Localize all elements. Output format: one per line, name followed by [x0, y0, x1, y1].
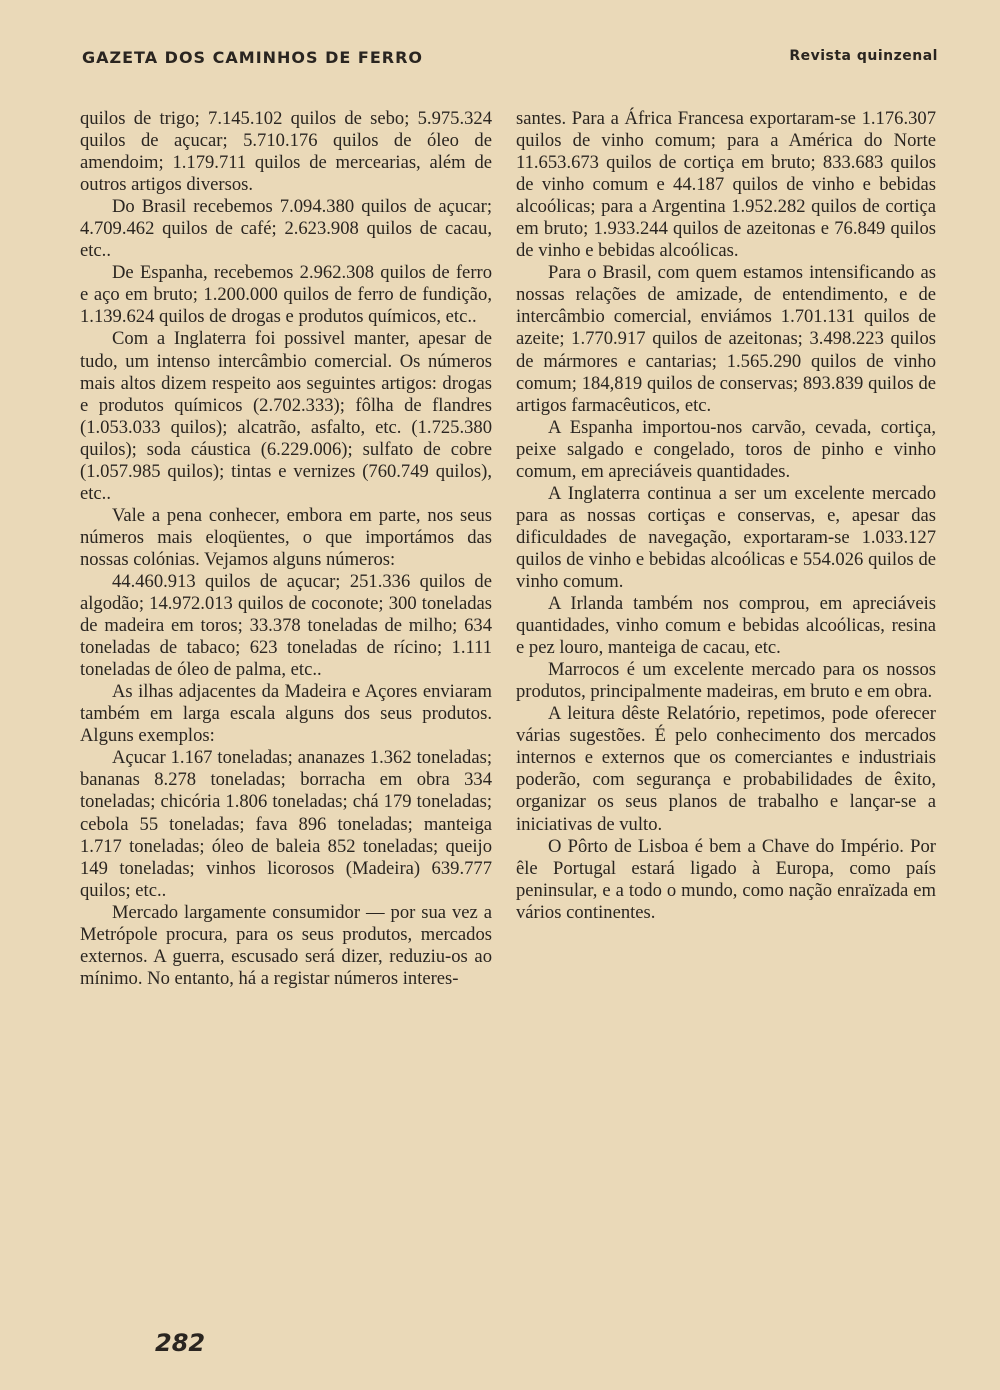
paragraph: O Pôrto de Lisboa é bem a Chave do Império. Por êle Portugal estará ligado à Europa, como país peninsular, e a todo o mundo, como nação enraïzada em vários continentes.	[516, 835, 936, 923]
paragraph: Com a Inglaterra foi possivel manter, apesar de tudo, um intenso intercâmbio comercial. Os números mais altos dizem respeito aos seguintes artigos: drogas e produtos químicos (2.702.333); fôlha de flandres (1.053.033 quilos); alcatrão, asfalto, etc. (1.725.380 quilos); soda cáustica (6.229.006); sulfato de cobre (1.057.985 quilos); tintas e vernizes (760.749 quilos), etc..	[80, 328, 492, 504]
paragraph: Açucar 1.167 toneladas; ananazes 1.362 toneladas; bananas 8.278 toneladas; borracha em obra 334 toneladas; chicória 1.806 toneladas; chá 179 toneladas; cebola 55 toneladas; fava 896 toneladas; manteiga 1.717 toneladas; óleo de baleia 852 toneladas; queijo 149 toneladas; vinhos licorosos (Madeira) 639.777 quilos; etc..	[80, 747, 492, 901]
running-header	[82, 48, 938, 74]
paragraph: Marrocos é um excelente mercado para os nossos produtos, principalmente madeiras, em bruto e em obra.	[516, 659, 936, 703]
paragraph: De Espanha, recebemos 2.962.308 quilos de ferro e aço em bruto; 1.200.000 quilos de ferro de fundição, 1.139.624 quilos de drogas e produtos químicos, etc..	[80, 262, 492, 328]
paragraph: Do Brasil recebemos 7.094.380 quilos de açucar; 4.709.462 quilos de café; 2.623.908 quilos de cacau, etc..	[80, 196, 492, 262]
left-column	[80, 108, 492, 990]
paragraph: A Inglaterra continua a ser um excelente mercado para as nossas cortiças e conservas, e, apesar das dificuldades de navegação, exportaram-se 1.033.127 quilos de vinho e bebidas alcoólicas e 554.026 quilos de vinho comum.	[516, 482, 936, 592]
paragraph: A Irlanda também nos comprou, em apreciáveis quantidades, vinho comum e bebidas alcoólicas, resina e pez louro, manteiga de cacau, etc.	[516, 593, 936, 659]
paragraph: As ilhas adjacentes da Madeira e Açores enviaram também em larga escala alguns dos seus produtos. Alguns exemplos:	[80, 681, 492, 747]
right-column	[516, 108, 936, 924]
paragraph: Para o Brasil, com quem estamos intensificando as nossas relações de amizade, de entendimento, e de intercâmbio comercial, enviámos 1.701.131 quilos de azeite; 1.770.917 quilos de azeitonas; 3.498.223 quilos de mármores e cantarias; 1.565.290 quilos de vinho comum; 184,819 quilos de conservas; 893.839 quilos de artigos farmacêuticos, etc.	[516, 262, 936, 416]
paragraph: Vale a pena conhecer, embora em parte, nos seus números mais eloqüentes, o que importámos das nossas colónias. Vejamos alguns números:	[80, 504, 492, 570]
paragraph: A leitura dêste Relatório, repetimos, pode oferecer várias sugestões. É pelo conhecimento dos mercados internos e externos que os comerciantes e industriais poderão, com segurança e probabilidades de êxito, organizar os seus planos de trabalho e lançar-se a iniciativas de vulto.	[516, 703, 936, 835]
paragraph: Mercado largamente consumidor — por sua vez a Metrópole procura, para os seus produtos, mercados externos. A guerra, escusado será dizer, reduziu-os ao mínimo. No entanto, há a registar números interes-	[80, 901, 492, 989]
paragraph: 44.460.913 quilos de açucar; 251.336 quilos de algodão; 14.972.013 quilos de coconote; 300 toneladas de madeira em toros; 33.378 toneladas de milho; 634 toneladas de tabaco; 623 toneladas de rícino; 1.111 toneladas de óleo de palma, etc..	[80, 570, 492, 681]
paragraph: santes. Para a África Francesa exportaram-se 1.176.307 quilos de vinho comum; para a América do Norte 11.653.673 quilos de cortiça em bruto; 833.683 quilos de vinho comum e 44.187 quilos de vinho e bebidas alcoólicas; para a Argentina 1.952.282 quilos de cortiça em bruto; 1.933.244 quilos de azeitonas e 76.849 quilos de vinho e bebidas alcoólicas.	[516, 108, 936, 262]
paragraph: quilos de trigo; 7.145.102 quilos de sebo; 5.975.324 quilos de açucar; 5.710.176 quilos de óleo de amendoim; 1.179.711 quilos de mercearias, além de outros artigos diversos.	[80, 108, 492, 196]
page-number: 282	[155, 1329, 206, 1357]
paragraph: A Espanha importou-nos carvão, cevada, cortiça, peixe salgado e congelado, toros de pinho e vinho comum, em apreciáveis quantidades.	[516, 416, 936, 482]
journal-subtitle: Revista quinzenal	[789, 48, 938, 64]
journal-title: GAZETA DOS CAMINHOS DE FERRO	[82, 48, 424, 67]
